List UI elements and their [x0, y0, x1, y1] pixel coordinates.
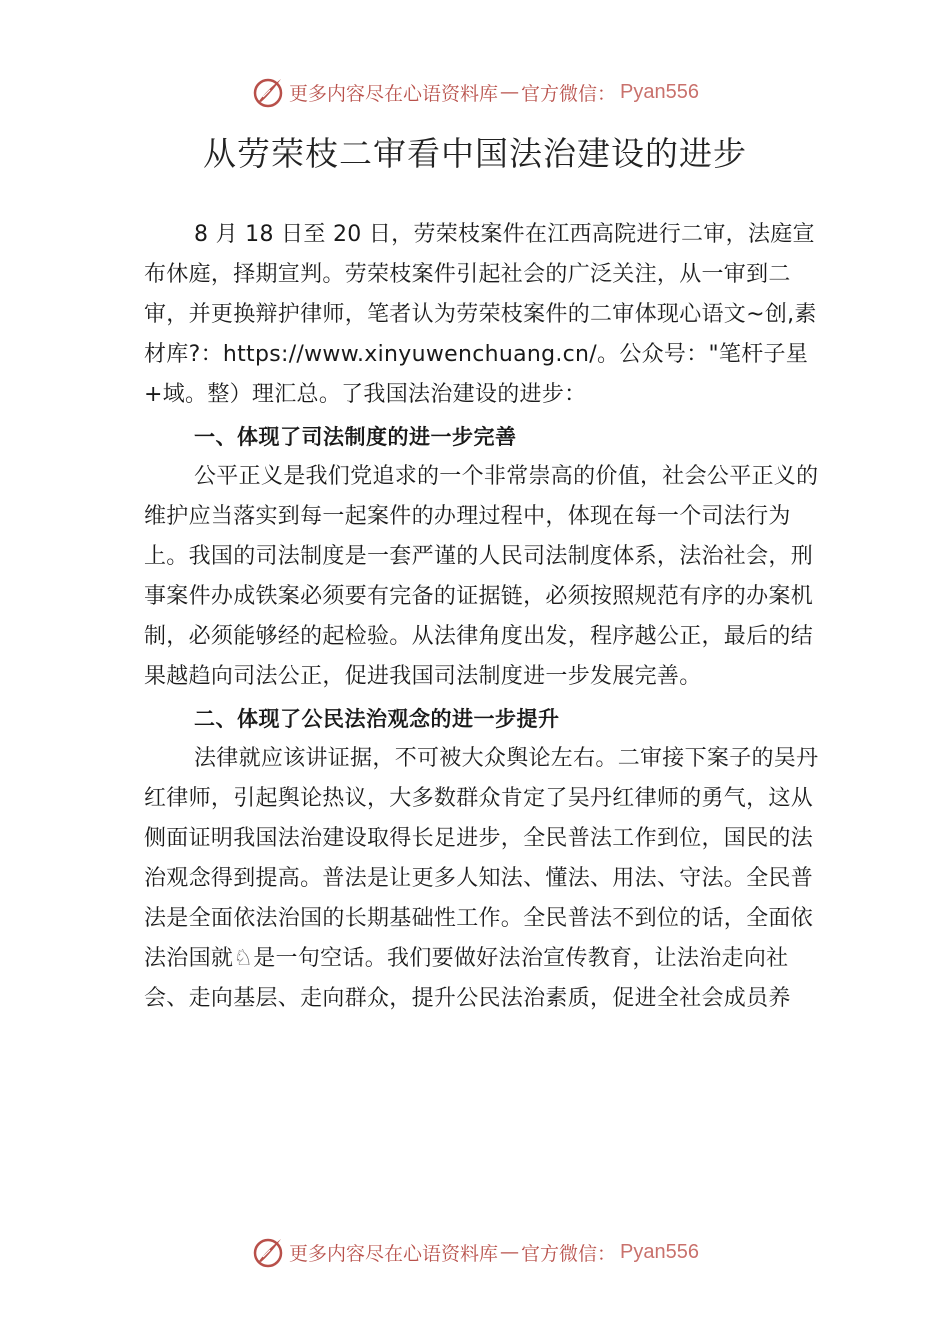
watermark-wechat-label: 官方微信：	[521, 82, 617, 105]
watermark-promo-text: 更多内容尽在心语资料库	[289, 82, 499, 105]
section-2-paragraph	[144, 739, 824, 1019]
document-title: 从劳荣枝二审看中国法治建设的进步	[203, 134, 747, 173]
quill-logo-icon	[251, 75, 285, 109]
watermark-wechat-id: Pyan556	[620, 80, 699, 103]
section-1-paragraph: 公平正义是我们党追求的一个非常崇高的价值，社会公平正义的维护应当落实到每一起案件的办理过程中，体现在每一个司法行为上。我国的司法制度是一套严谨的人民司法制度体系，法治社会，刑事案件办成铁案必须要有完备的证据链，必须按照规范有序的办案机制，必须能够经的起检验。从法律角度出发，程序越公正，最后的结果越趋向司法公正，促进我国司法制度进一步发展完善。	[144, 464, 819, 689]
watermark-separator: —	[500, 1241, 520, 1263]
section-2-heading: 二、体现了公民法治观念的进一步提升	[194, 707, 560, 731]
watermark-wechat-id: Pyan556	[620, 1240, 699, 1263]
watermark-separator: —	[500, 81, 520, 103]
watermark-wechat-label: 官方微信：	[521, 1242, 617, 1265]
stray-glyph: ♘	[233, 946, 254, 971]
section-2-text-b: 是一句空话。我们要做好法治宣传教育，让法治走向社会、走向基层、走向群众，提升公民法治素质，促进全社会成员养	[144, 946, 791, 1011]
watermark-promo-text: 更多内容尽在心语资料库	[289, 1242, 499, 1265]
watermark-banner-top	[0, 72, 950, 112]
section-1-heading: 一、体现了司法制度的进一步完善	[194, 425, 517, 449]
document-body	[144, 215, 824, 1019]
section-2-text-a: 法律就应该讲证据，不可被大众舆论左右。二审接下案子的吴丹红律师，引起舆论热议，大多数群众肯定了吴丹红律师的勇气，这从侧面证明我国法治建设取得长足进步，全民普法工作到位，国民的法治观念得到提高。普法是让更多人知法、懂法、用法、守法。全民普法是全面依法治国的长期基础性工作。全民普法不到位的话，全面依法治国就	[144, 746, 819, 971]
intro-paragraph: 8 月 18 日至 20 日，劳荣枝案件在江西高院进行二审，法庭宣布休庭，择期宣判。劳荣枝案件引起社会的广泛关注，从一审到二审，并更换辩护律师，笔者认为劳荣枝案件的二审体现心语文~创,素材库?：https://www.xinyuwenchuang.cn/。公众号："笔杆子星+域。整）理汇总。了我国法治建设的进步：	[144, 222, 817, 407]
quill-logo-icon	[251, 1235, 285, 1269]
watermark-banner-bottom	[0, 1232, 950, 1272]
